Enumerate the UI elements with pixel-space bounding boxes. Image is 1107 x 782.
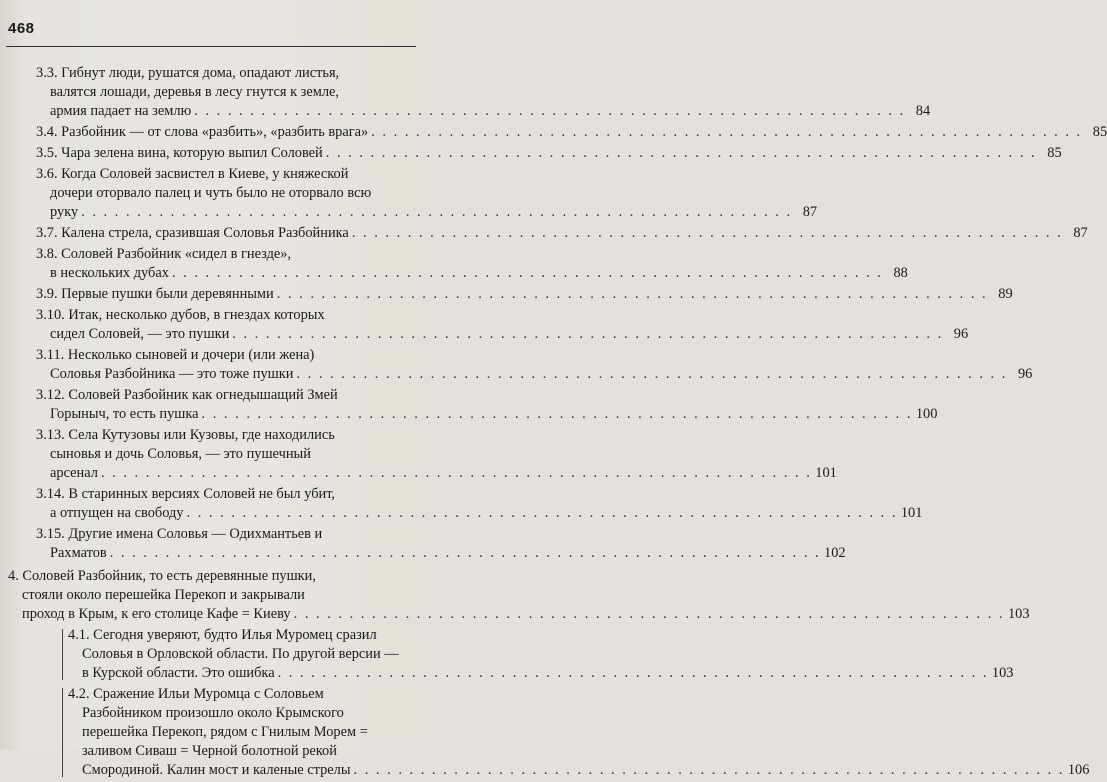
toc-entry [36, 346, 1033, 384]
dot-leader: . . . . . . . . . . . . . . . . . . . . . . . . . . . . . . . . . . . . . . . . . . . . . . . . . . . . . . . . . . . . . . . . [186, 505, 898, 521]
toc-entry-title: в Курской области. Это ошибка [82, 665, 275, 681]
dot-leader: . . . . . . . . . . . . . . . . . . . . . . . . . . . . . . . . . . . . . . . . . . . . . . . . . . . . . . . . . . . . . . . . [353, 762, 1065, 778]
toc-entry-title: руку [50, 204, 79, 220]
dot-leader: . . . . . . . . . . . . . . . . . . . . . . . . . . . . . . . . . . . . . . . . . . . . . . . . . . . . . . . . . . . . . . . . [81, 204, 793, 220]
toc-entry-line: 4.1. Сегодня уверяют, будто Илья Муромец сразил [68, 627, 377, 643]
toc-entry-page: 88 [893, 265, 908, 281]
toc-entry-line: 4.2. Сражение Ильи Муромца с Соловьем [68, 686, 324, 702]
toc-entry-last-line [36, 325, 969, 344]
toc-entry-page: 103 [1007, 606, 1030, 622]
toc-entry [36, 144, 1062, 163]
toc-entry-last-line [36, 102, 931, 121]
toc-entry [36, 306, 969, 344]
toc-entry-title: армия падает на землю [50, 103, 192, 119]
toc-entry-title: в нескольких дубах [50, 265, 169, 281]
toc-entry [36, 64, 931, 121]
toc-entry-line: 4. Соловей Разбойник, то есть деревянные пушки, [8, 568, 316, 584]
toc-entry-title: а отпущен на свободу [50, 505, 184, 521]
toc-entry-page: 103 [991, 665, 1014, 681]
toc-entry-page: 100 [915, 406, 938, 422]
dot-leader: . . . . . . . . . . . . . . . . . . . . . . . . . . . . . . . . . . . . . . . . . . . . . . . . . . . . . . . . . . . . . . . . [194, 103, 906, 119]
toc-entry-last-line [36, 405, 938, 424]
toc-entry-line: валятся лошади, деревья в лесу гнутся к земле, [50, 84, 340, 100]
dot-leader: . . . . . . . . . . . . . . . . . . . . . . . . . . . . . . . . . . . . . . . . . . . . . . . . . . . . . . . . . . . . . . . . [277, 665, 989, 681]
toc-entry [68, 626, 1014, 683]
dot-leader: . . . . . . . . . . . . . . . . . . . . . . . . . . . . . . . . . . . . . . . . . . . . . . . . . . . . . . . . . . . . . . . . [109, 545, 821, 561]
entry-margin-bar [62, 629, 63, 680]
toc-entry-line: дочери оторвало палец и чуть было не оторвало всю [50, 185, 372, 201]
dot-leader: . . . . . . . . . . . . . . . . . . . . . . . . . . . . . . . . . . . . . . . . . . . . . . . . . . . . . . . . . . . . . . . . [371, 124, 1083, 140]
toc-entry-title: 3.9. Первые пушки были деревянными [36, 286, 274, 302]
dot-leader: . . . . . . . . . . . . . . . . . . . . . . . . . . . . . . . . . . . . . . . . . . . . . . . . . . . . . . . . . . . . . . . . [201, 406, 913, 422]
toc-entry-line: 3.3. Гибнут люди, рушатся дома, опадают листья, [36, 65, 340, 81]
toc-entry-title: проход в Крым, к его столице Кафе = Киеву [22, 606, 291, 622]
toc-entry-last-line [36, 224, 1088, 243]
toc-entry [36, 285, 1013, 304]
toc-entry-page: 102 [824, 545, 846, 561]
toc-entry-line: 3.10. Итак, несколько дубов, в гнездах которых [36, 307, 325, 323]
toc-entry-last-line [36, 285, 1013, 304]
toc-entry-page: 96 [1017, 366, 1033, 382]
toc-entry-line: 3.6. Когда Соловей засвистел в Киеве, у княжеской [36, 166, 349, 182]
toc-entry-last-line [36, 544, 846, 563]
toc-entry-last-line [36, 203, 818, 222]
toc-entry [36, 485, 923, 523]
toc-entry-line: 3.14. В старинных версиях Соловей не был убит, [36, 486, 336, 502]
toc-entry-line: 3.8. Соловей Разбойник «сидел в гнезде», [36, 246, 292, 262]
toc-entry-line: сыновья и дочь Соловья, — это пушечный [50, 446, 311, 462]
toc-entry-last-line [36, 504, 923, 523]
dot-leader: . . . . . . . . . . . . . . . . . . . . . . . . . . . . . . . . . . . . . . . . . . . . . . . . . . . . . . . . . . . . . . . . [293, 606, 1005, 622]
toc-entry-page: 96 [953, 326, 969, 342]
toc-entry-page: 101 [900, 505, 923, 521]
toc-entry-page: 101 [815, 465, 837, 481]
toc-entry-last-line [36, 123, 1107, 142]
toc-entry-line: 3.11. Несколько сыновей и дочери (или жена) [36, 347, 315, 363]
header-rule [6, 46, 416, 47]
toc-entry [36, 224, 1088, 243]
toc-entry [36, 525, 846, 563]
toc-entry-title: Соловья Разбойника — это тоже пушки [50, 366, 294, 382]
toc-entry-last-line [36, 264, 908, 283]
toc-entry-title: 3.7. Калена стрела, сразившая Соловья Разбойника [36, 225, 349, 241]
toc-entry-title: 3.4. Разбойник — от слова «разбить», «разбить врага» [36, 124, 369, 140]
toc-entry-line: перешейка Перекоп, рядом с Гнилым Морем = [82, 724, 368, 740]
toc-entry-last-line [68, 664, 1014, 683]
toc-entry-title: Рахматов [50, 545, 107, 561]
toc-entry-page: 89 [998, 286, 1013, 302]
toc-entry-line: Соловья в Орловской области. По другой версии — [82, 646, 399, 662]
toc-entry-line: 3.15. Другие имена Соловья — Одихмантьев и [36, 526, 323, 542]
toc-entry [36, 245, 908, 283]
toc-entry [68, 685, 1090, 780]
entry-margin-bar [62, 688, 63, 777]
toc-entry-page: 84 [915, 103, 931, 119]
toc-entry-line: стояли около перешейка Перекоп и закрывали [22, 587, 305, 603]
dot-leader: . . . . . . . . . . . . . . . . . . . . . . . . . . . . . . . . . . . . . . . . . . . . . . . . . . . . . . . . . . . . . . . . [100, 465, 812, 481]
toc-entry-last-line [36, 365, 1033, 384]
toc-entry-line: 3.12. Соловей Разбойник как огнедышащий Змей [36, 387, 338, 403]
dot-leader: . . . . . . . . . . . . . . . . . . . . . . . . . . . . . . . . . . . . . . . . . . . . . . . . . . . . . . . . . . . . . . . . [296, 366, 1008, 382]
toc-entry-last-line [36, 144, 1062, 163]
toc-entry-page: 87 [1073, 225, 1088, 241]
toc-entry-page: 85 [1092, 124, 1107, 140]
toc-entry-title: Горыныч, то есть пушка [50, 406, 199, 422]
dot-leader: . . . . . . . . . . . . . . . . . . . . . . . . . . . . . . . . . . . . . . . . . . . . . . . . . . . . . . . . . . . . . . . . [325, 145, 1037, 161]
toc-entry-title: 3.5. Чара зелена вина, которую выпил Соловей [36, 145, 323, 161]
page-number: 468 [8, 20, 35, 37]
toc-entry [36, 165, 818, 222]
dot-leader: . . . . . . . . . . . . . . . . . . . . . . . . . . . . . . . . . . . . . . . . . . . . . . . . . . . . . . . . . . . . . . . . [276, 286, 988, 302]
toc-entry-title: Смородиной. Калин мост и каленые стрелы [82, 762, 351, 778]
table-of-contents [0, 64, 1107, 782]
dot-leader: . . . . . . . . . . . . . . . . . . . . . . . . . . . . . . . . . . . . . . . . . . . . . . . . . . . . . . . . . . . . . . . . [171, 265, 883, 281]
toc-entry-line: 3.13. Села Кутузовы или Кузовы, где находились [36, 427, 335, 443]
toc-entry-line: заливом Сиваш = Черной болотной рекой [82, 743, 337, 759]
toc-entry-page: 87 [802, 204, 818, 220]
toc-entry-page: 106 [1067, 762, 1090, 778]
toc-entry [36, 123, 1107, 142]
toc-entry-page: 85 [1047, 145, 1062, 161]
toc-entry-title: арсенал [50, 465, 98, 481]
toc-entry-last-line [8, 605, 1030, 624]
toc-entry [8, 567, 1030, 624]
toc-entry-last-line [36, 464, 837, 483]
toc-entry [36, 426, 837, 483]
dot-leader: . . . . . . . . . . . . . . . . . . . . . . . . . . . . . . . . . . . . . . . . . . . . . . . . . . . . . . . . . . . . . . . . [232, 326, 944, 342]
dot-leader: . . . . . . . . . . . . . . . . . . . . . . . . . . . . . . . . . . . . . . . . . . . . . . . . . . . . . . . . . . . . . . . . [351, 225, 1063, 241]
toc-entry-last-line [68, 761, 1090, 780]
toc-entry [36, 386, 938, 424]
toc-entry-line: Разбойником произошло около Крымского [82, 705, 344, 721]
toc-entry-title: сидел Соловей, — это пушки [50, 326, 230, 342]
